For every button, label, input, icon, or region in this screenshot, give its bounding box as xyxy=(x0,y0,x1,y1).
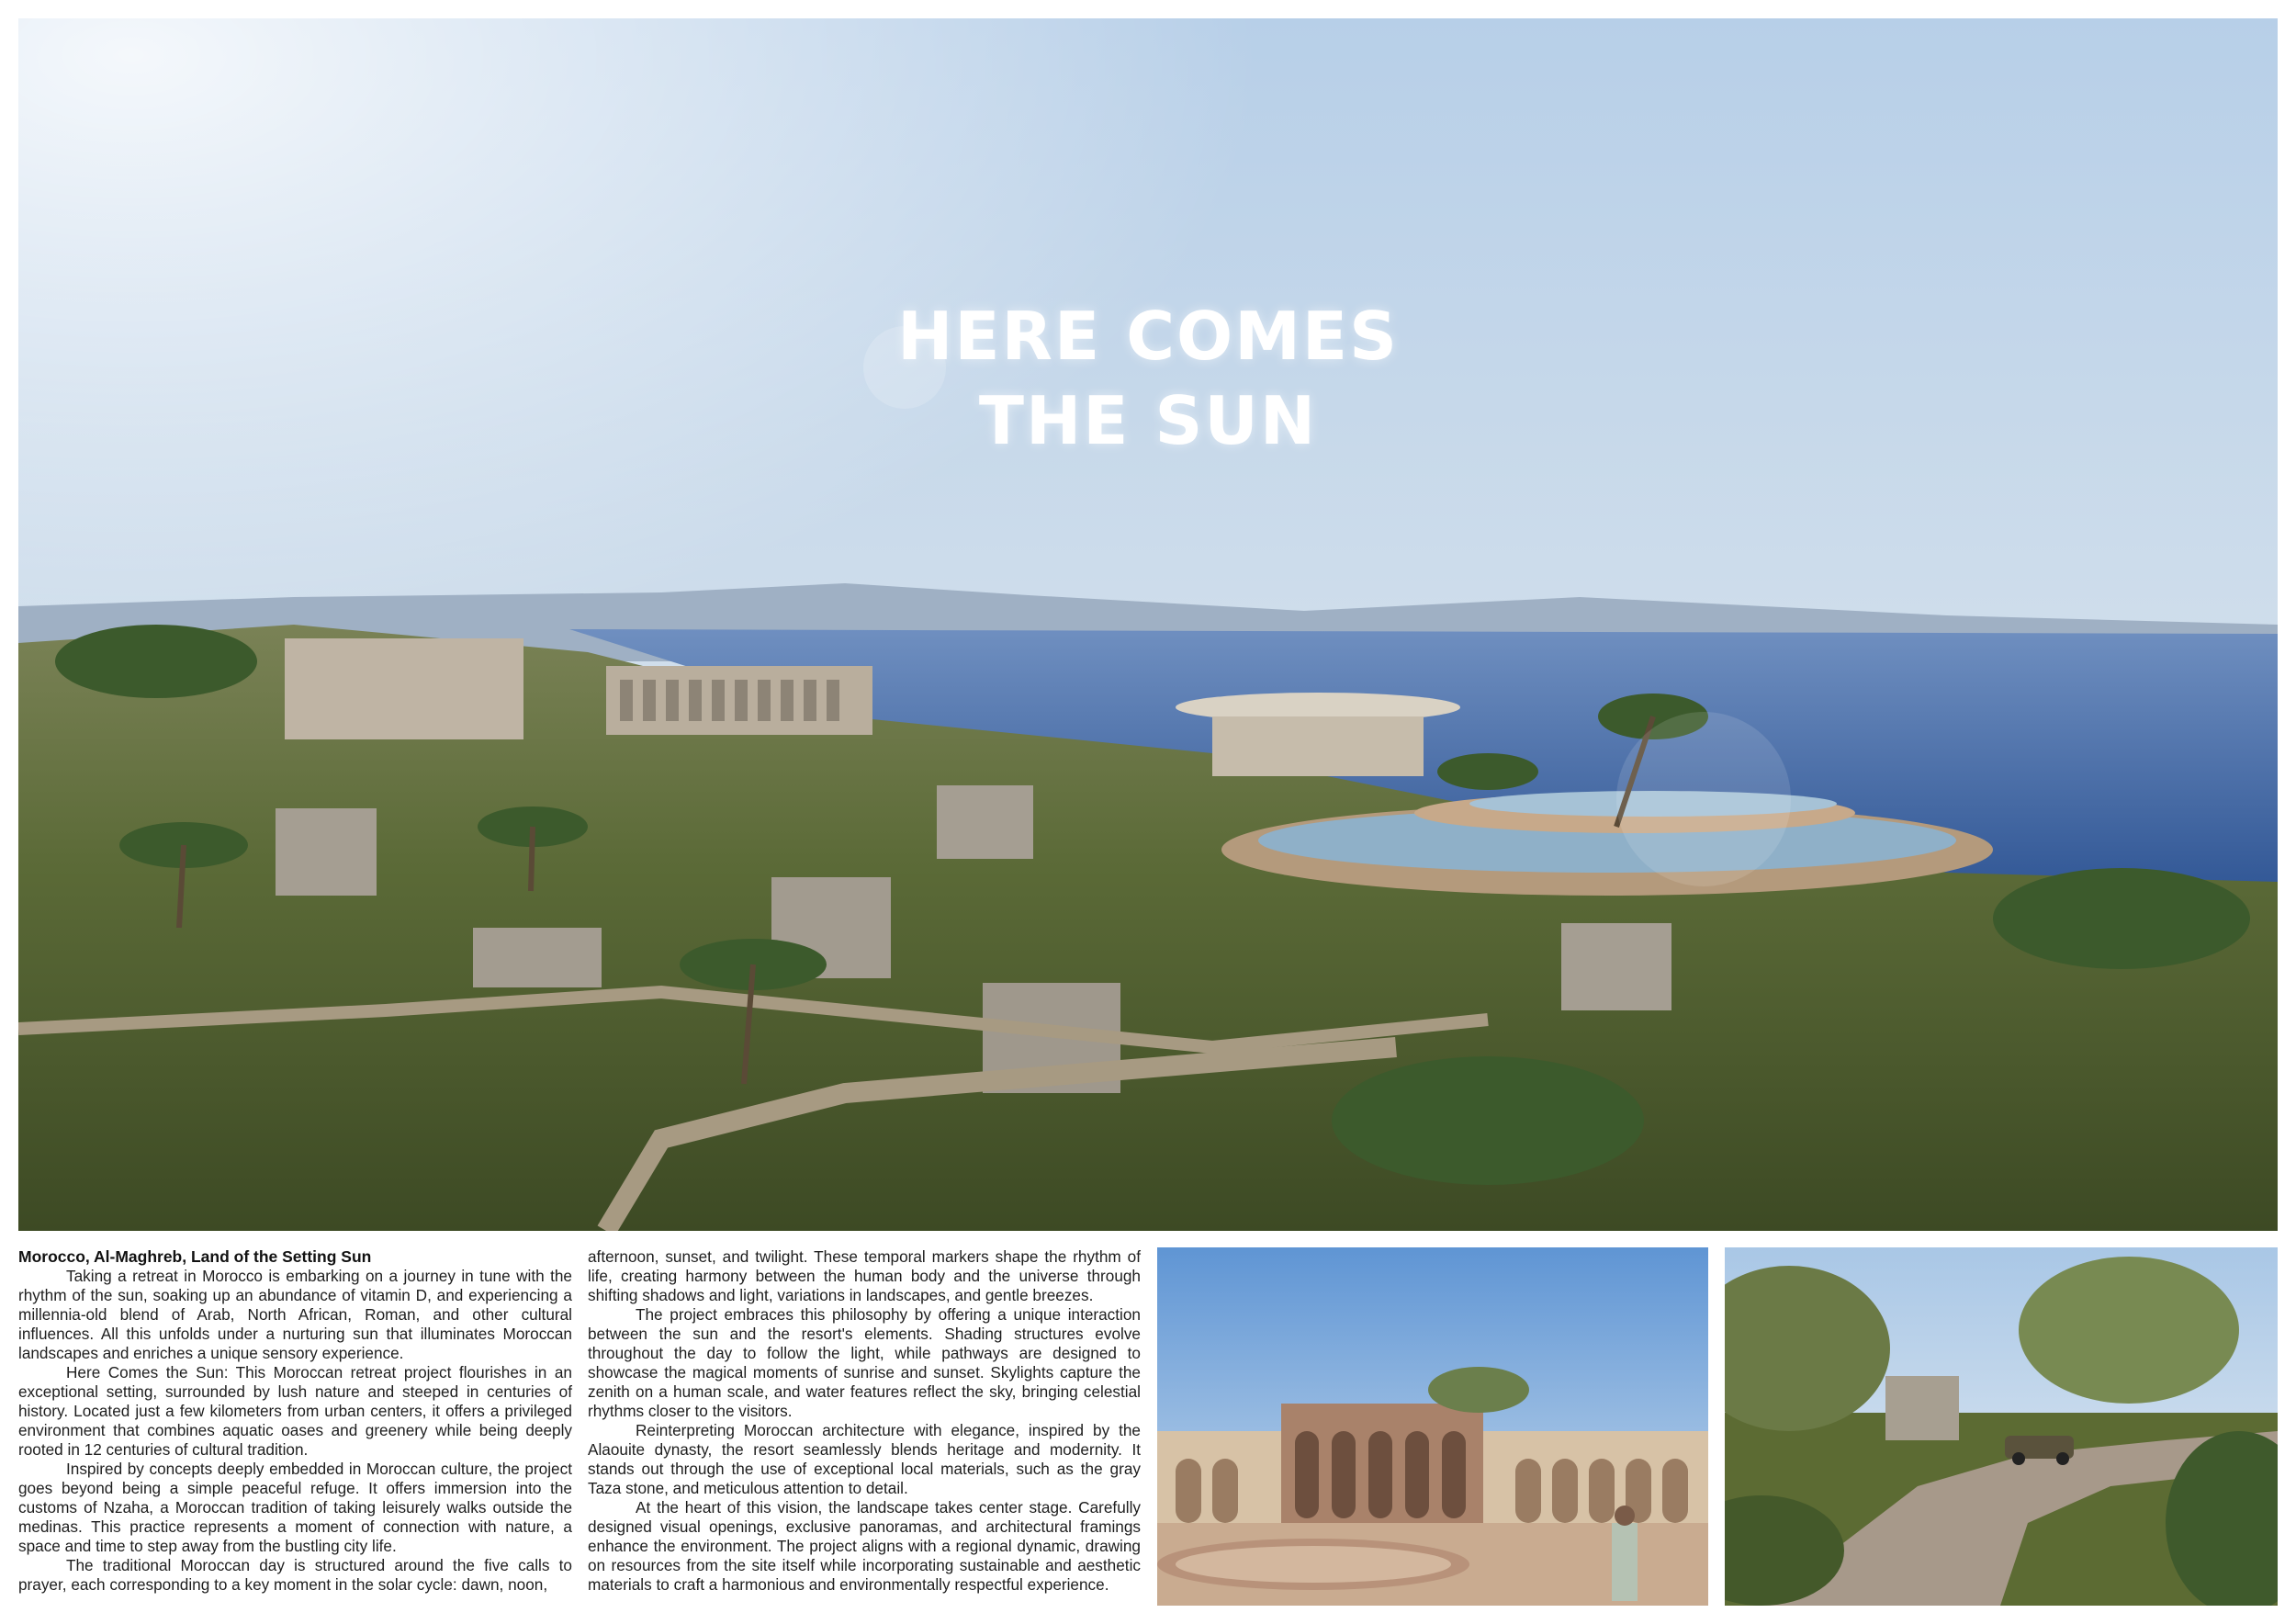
hero-title-line-2: THE SUN xyxy=(978,382,1318,459)
description-column-1 xyxy=(18,1247,572,1595)
hero-render-image xyxy=(18,18,2278,1231)
hero-title xyxy=(18,294,2278,463)
description-column-2 xyxy=(588,1247,1141,1595)
paragraph: Reinterpreting Moroccan architecture with elegance, inspired by the Alaouite dynasty, the resort seamlessly blends heritage and modernity. It stands out through the use of exceptional local materials, such as the gray Taza stone, and meticulous attention to detail. xyxy=(588,1421,1141,1497)
paragraph: Inspired by concepts deeply embedded in Moroccan culture, the project goes beyond being a simple peaceful refuge. It offers immersion into the customs of Nzaha, a Moroccan tradition of taking leisurely walks outside the medinas. This practice represents a moment of connection with nature, a space and time to step away from the bustling city life. xyxy=(18,1460,572,1555)
paragraph: The traditional Moroccan day is structured around the five calls to prayer, each corresponding to a key moment in the solar cycle: dawn, noon, xyxy=(18,1556,572,1594)
pathway-cabin-illustration xyxy=(1725,1247,2278,1606)
resort-landscape-illustration xyxy=(18,18,2278,1231)
section-heading: Morocco, Al-Maghreb, Land of the Setting Sun xyxy=(18,1247,372,1266)
plaza-render-image xyxy=(1157,1247,1708,1606)
pathway-render-image xyxy=(1725,1247,2278,1606)
paragraph: The project embraces this philosophy by offering a unique interaction between the sun and the resort's elements. Shading structures evolve throughout the day to follow the light, while pathways are designed to showcase the magical moments of sunrise and sunset. Skylights capture the zenith on a human scale, and water features reflect the sky, bringing celestial rhythms closer to the visitors. xyxy=(588,1305,1141,1420)
paragraph: Taking a retreat in Morocco is embarking on a journey in tune with the rhythm of the sun, soaking up an abundance of vitamin D, and experiencing a millennia-old blend of Arab, North African, Roman, and other cultural influences. All this unfolds under a nurturing sun that illuminates Moroccan landscapes and enriches a unique sensory experience. xyxy=(18,1267,572,1362)
hero-title-line-1: HERE COMES xyxy=(897,298,1399,375)
plaza-arches-illustration xyxy=(1157,1247,1708,1606)
paragraph: At the heart of this vision, the landscape takes center stage. Carefully designed visual openings, exclusive panoramas, and architectural framings enhance the environment. The project aligns with a regional dynamic, drawing on resources from the site itself while incorporating sustainable and aesthetic materials to craft a harmonious and environmentally respectful experience. xyxy=(588,1498,1141,1594)
paragraph-continued: afternoon, sunset, and twilight. These temporal markers shape the rhythm of life, creating harmony between the human body and the universe through shifting shadows and light, variations in landscapes, and gentle breezes. xyxy=(588,1247,1141,1304)
paragraph: Here Comes the Sun: This Moroccan retreat project flourishes in an exceptional setting, surrounded by lush nature and steeped in centuries of history. Located just a few kilometers from urban centers, it offers a privileged environment that combines aquatic oases and greenery while being deeply rooted in 12 centuries of cultural tradition. xyxy=(18,1363,572,1459)
